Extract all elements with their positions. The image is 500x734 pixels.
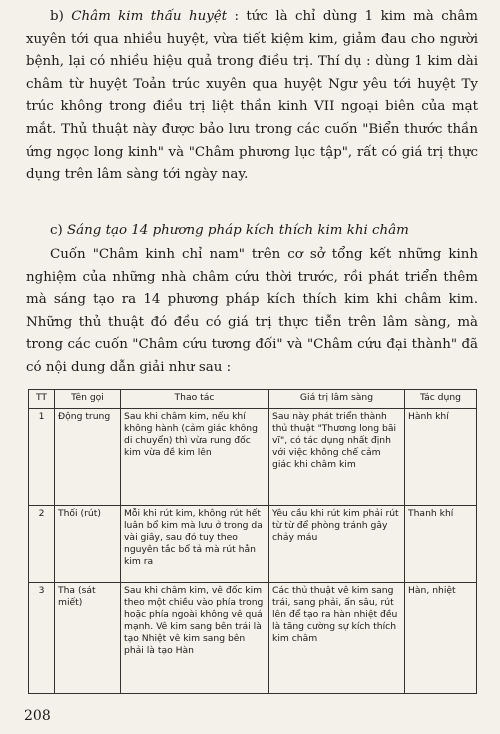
technique-action: Mỗi khi rút kim, không rút hết luân bổ kim mà lưu ở trong da vài giây, sau đó tuy theo nguyên tắc bổ tả mà rút hẳn kim ra <box>121 506 269 583</box>
technique-name: Thối (rút) <box>55 506 121 583</box>
section-c-paragraph: Cuốn "Châm kinh chỉ nam" trên cơ sở tổng kết những kinh nghiệm của những nhà châm cứu thời trước, rồi phát triển thêm mà sáng tạo ra 14 phương pháp kích thích kim khi châm kim. Những thủ thuật đó đều có giá trị thực tiễn trên lâm sàng, mà trong các cuốn "Châm cứu tương đối" và "Châm cứu đại thành" đã có nội dung dẫn giải như sau : <box>26 247 478 375</box>
table-row <box>29 583 477 694</box>
page-number: 208 <box>24 708 51 724</box>
technique-action: Sau khi châm kim, vê đốc kim theo một chiều vào phía trong hoặc phía ngoài không vê quá mạnh. Vê kim sang bên trái là tạo Nhiệt vê kim sang bên phải là tạo Hàn <box>121 583 269 694</box>
clinical-value: Yêu cầu khi rút kim phải rút từ từ để phòng tránh gây chảy máu <box>269 506 405 583</box>
table-header-row <box>29 390 477 409</box>
clinical-value: Các thủ thuật vê kim sang trái, sang phải, ấn sâu, rút lên để tạo ra hàn nhiệt đều là tăng cường sự kích thích kim châm <box>269 583 405 694</box>
technique-effect: Hàn, nhiệt <box>405 583 477 694</box>
section-c-heading-line <box>26 220 478 243</box>
technique-effect: Hành khí <box>405 409 477 506</box>
technique-name: Tha (sát miết) <box>55 583 121 694</box>
section-b-paragraph <box>26 6 478 187</box>
technique-name: Động trung <box>55 409 121 506</box>
header-action: Thao tác <box>121 390 269 409</box>
section-c-heading: Sáng tạo 14 phương pháp kích thích kim khi châm <box>67 223 409 238</box>
clinical-value: Sau này phát triển thành thủ thuật "Thương long bãi vĩ", có tác dụng nhất định với việc không chế cảm giác khi châm kim <box>269 409 405 506</box>
table-row <box>29 409 477 506</box>
row-number: 3 <box>29 583 55 694</box>
row-number: 2 <box>29 506 55 583</box>
header-tt: TT <box>29 390 55 409</box>
table-row <box>29 506 477 583</box>
technique-effect: Thanh khí <box>405 506 477 583</box>
section-b-heading: Châm kim thấu huyệt <box>71 9 228 24</box>
header-value: Giá trị lâm sàng <box>269 390 405 409</box>
section-b-label: b) <box>50 9 64 24</box>
section-c-label: c) <box>50 223 63 238</box>
row-number: 1 <box>29 409 55 506</box>
section-b-text: : tức là chỉ dùng 1 kim mà châm xuyên tới qua nhiều huyệt, vừa tiết kiệm kim, giảm đau cho người bệnh, lại có nhiều hiệu quả trong điều trị. Thí dụ : dùng 1 kim dài châm từ huyệt Toản trúc xuyên qua huyệt Ngư yêu tới huyệt Ty trúc không trong điều trị liệt thần kinh VII ngoại biên của mạt mắt. Thủ thuật này được bảo lưu trong các cuốn "Biển thước thần ứng ngọc long kinh" và "Châm phương lục tập", rất có giá trị thực dụng trên lâm sàng tới ngày nay. <box>26 9 479 183</box>
header-effect: Tác dụng <box>405 390 477 409</box>
techniques-table <box>28 389 477 694</box>
technique-action: Sau khi châm kim, nếu khí không hành (cảm giác không di chuyển) thì vừa rung đốc kim vừa đề kim lên <box>121 409 269 506</box>
header-name: Tên gọi <box>55 390 121 409</box>
